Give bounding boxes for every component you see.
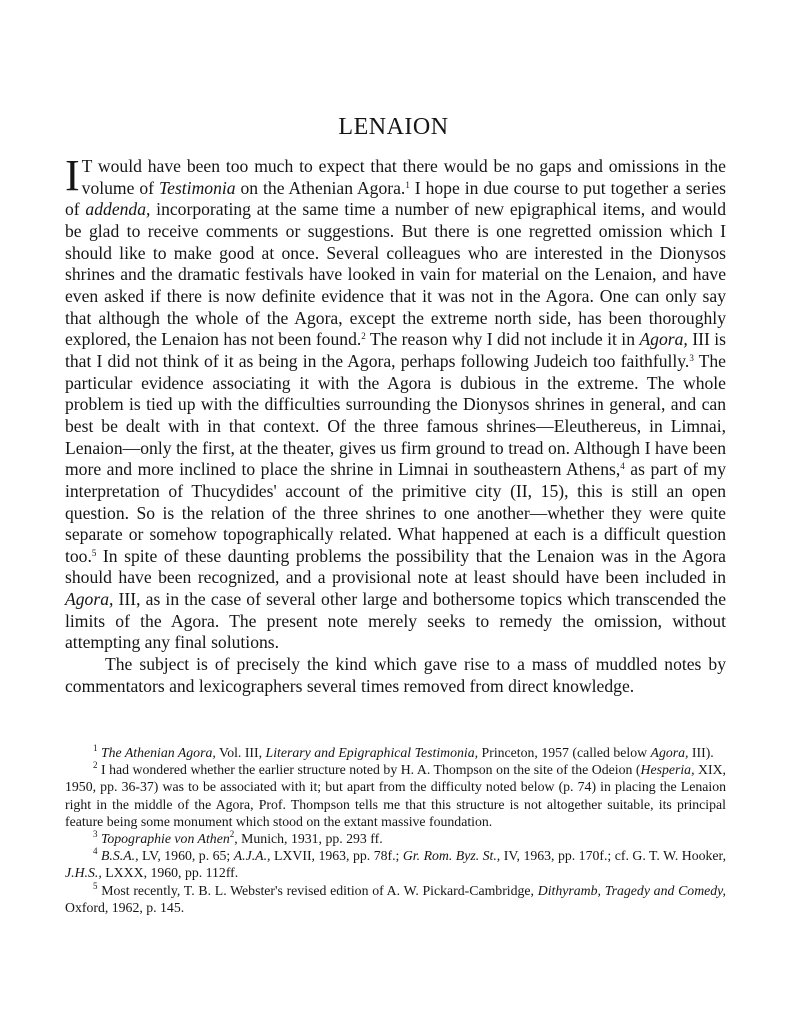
footnote-ref-5[interactable]: 5 [91, 547, 97, 558]
page-title: LENAION [338, 114, 449, 140]
italic-run: Hesperia, [640, 762, 695, 778]
text-run: IV, 1963, pp. 170f.; cf. G. T. W. Hooker, [500, 848, 727, 864]
footnote-mark: 5 [93, 880, 98, 891]
text-run: III). [688, 745, 714, 760]
paragraph-1 [65, 151, 727, 654]
italic-run: Testimonia [158, 177, 236, 198]
italic-run: B.S.A., [100, 848, 139, 864]
text-run: Most recently, T. B. L. Webster's revised edition of A. W. Pickard-Cambridge, [101, 882, 538, 898]
footnote-mark: 1 [93, 743, 98, 753]
text-run: XIX, 1950, pp. 36-37) was to be associated with it; but apart from the difficulty noted below (p. 74) in placing the Lenaion right in the middle of the Agora, Prof. Thompson tells me that this structure is not altogether suitable, its principal feature being some monument which stood on the extant massive foundation. [65, 762, 726, 829]
footnote-ref-4[interactable]: 4 [620, 461, 625, 472]
text-run: LXXX, 1960, pp. 112ff. [101, 865, 239, 881]
italic-run: The Athenian Agora, [100, 745, 216, 760]
footnote-5 [65, 882, 726, 916]
footnote-ref-3[interactable]: 3 [689, 352, 694, 363]
text-run: In spite of these daunting problems the possibility that the Lenaion was in the Agora should have been recognized, and a provisional note at least should have been included in [65, 545, 726, 588]
text-run: Vol. III, [215, 745, 266, 760]
text-run: LXVII, 1963, pp. 78f.; [270, 848, 403, 864]
text-run: incorporating at the same time a number of new epigraphical items, and would be glad to receive comments or suggestions. But there is one regretted omission which I should like to make good at once. Several colleagues who are interested in the Dionysos shrines and the dramatic festivals have looked in vain for material on the Lenaion, and have even asked if there is now definite evidence that it was not in the Agora. One can only say that although the whole of the Agora, except the extreme north side, has been thoroughly explored, the Lenaion has not been found. [65, 199, 726, 350]
italic-run: A.J.A., [233, 848, 271, 864]
footnote-mark: 4 [93, 846, 98, 857]
text-run: The particular evidence associating it with the Agora is dubious in the extreme. The whole problem is tied up with the difficulties surrounding the Dionysos shrines in general, and can best be dealt with in that context. Of the three famous shrines—Eleuthereus, in Limnai, Lenaion—only the first, at the theater, gives us firm ground to tread on. Although I have been more and more inclined to place the shrine in Limnai in southeastern Athens, [65, 350, 726, 480]
italic-run: Agora, [639, 329, 688, 350]
italic-run: addenda, [85, 199, 151, 220]
footnote-4 [65, 847, 726, 881]
text-run: I had wondered whether the earlier structure noted by H. A. Thompson on the site of the Odeion ( [101, 762, 641, 778]
text-run: The reason why I did not include it in [365, 329, 640, 350]
italic-run: Agora, [65, 589, 114, 610]
italic-run: J.H.S., [65, 865, 102, 881]
text-run: T would have been too much to expect that there would be no gaps and omissions in the volume of [81, 156, 726, 198]
footnote-3 [65, 830, 726, 847]
text-run: III is that I did not think of it as being in the Agora, perhaps following Judeich too faithfully. [65, 329, 727, 371]
italic-run: Topographie von Athen [100, 831, 230, 847]
footnote-ref-1[interactable]: 1 [405, 179, 410, 190]
footnote-mark: 3 [93, 829, 98, 840]
text-run: I hope in due course to put together a series of [65, 177, 726, 220]
paragraph-2: The subject is of precisely the kind which gave rise to a mass of muddled notes by commentators and lexicographers several times removed from direct knowledge. [65, 654, 726, 696]
text-run: on the Athenian Agora. [235, 177, 406, 198]
text-run: Princeton, 1957 (called below [478, 745, 651, 760]
text-run: , Munich, 1931, pp. 293 ff. [234, 831, 383, 847]
footnotes [65, 744, 726, 916]
edition-superscript: 2 [229, 829, 235, 840]
italic-run: Dithyramb, Tragedy and Comedy, [537, 882, 726, 898]
italic-run: Literary and Epigraphical Testimonia, [265, 745, 479, 760]
footnote-1 [65, 744, 726, 761]
text-run: as part of my interpretation of Thucydides' account of the primitive city (II, 15), this is still an open question. So is the relation of the three shrines to one another—whether they were quite separate or somehow topographically related. What happened at each is a difficult question too. [65, 459, 726, 566]
text-run: Oxford, 1962, p. 145. [65, 899, 185, 915]
italic-run: Agora, [650, 745, 689, 760]
footnote-2 [65, 761, 726, 830]
footnote-mark: 2 [93, 760, 98, 771]
main-text [65, 151, 727, 697]
text-run: III, as in the case of several other large and bothersome topics which transcended the limits of the Agora. The present note merely seeks to remedy the omission, without attempting any final solutions. [65, 589, 726, 653]
footnote-ref-2[interactable]: 2 [361, 331, 366, 342]
drop-cap: I [65, 151, 80, 200]
text-run: LV, 1960, p. 65; [138, 848, 234, 864]
italic-run: Gr. Rom. Byz. St., [402, 848, 501, 864]
